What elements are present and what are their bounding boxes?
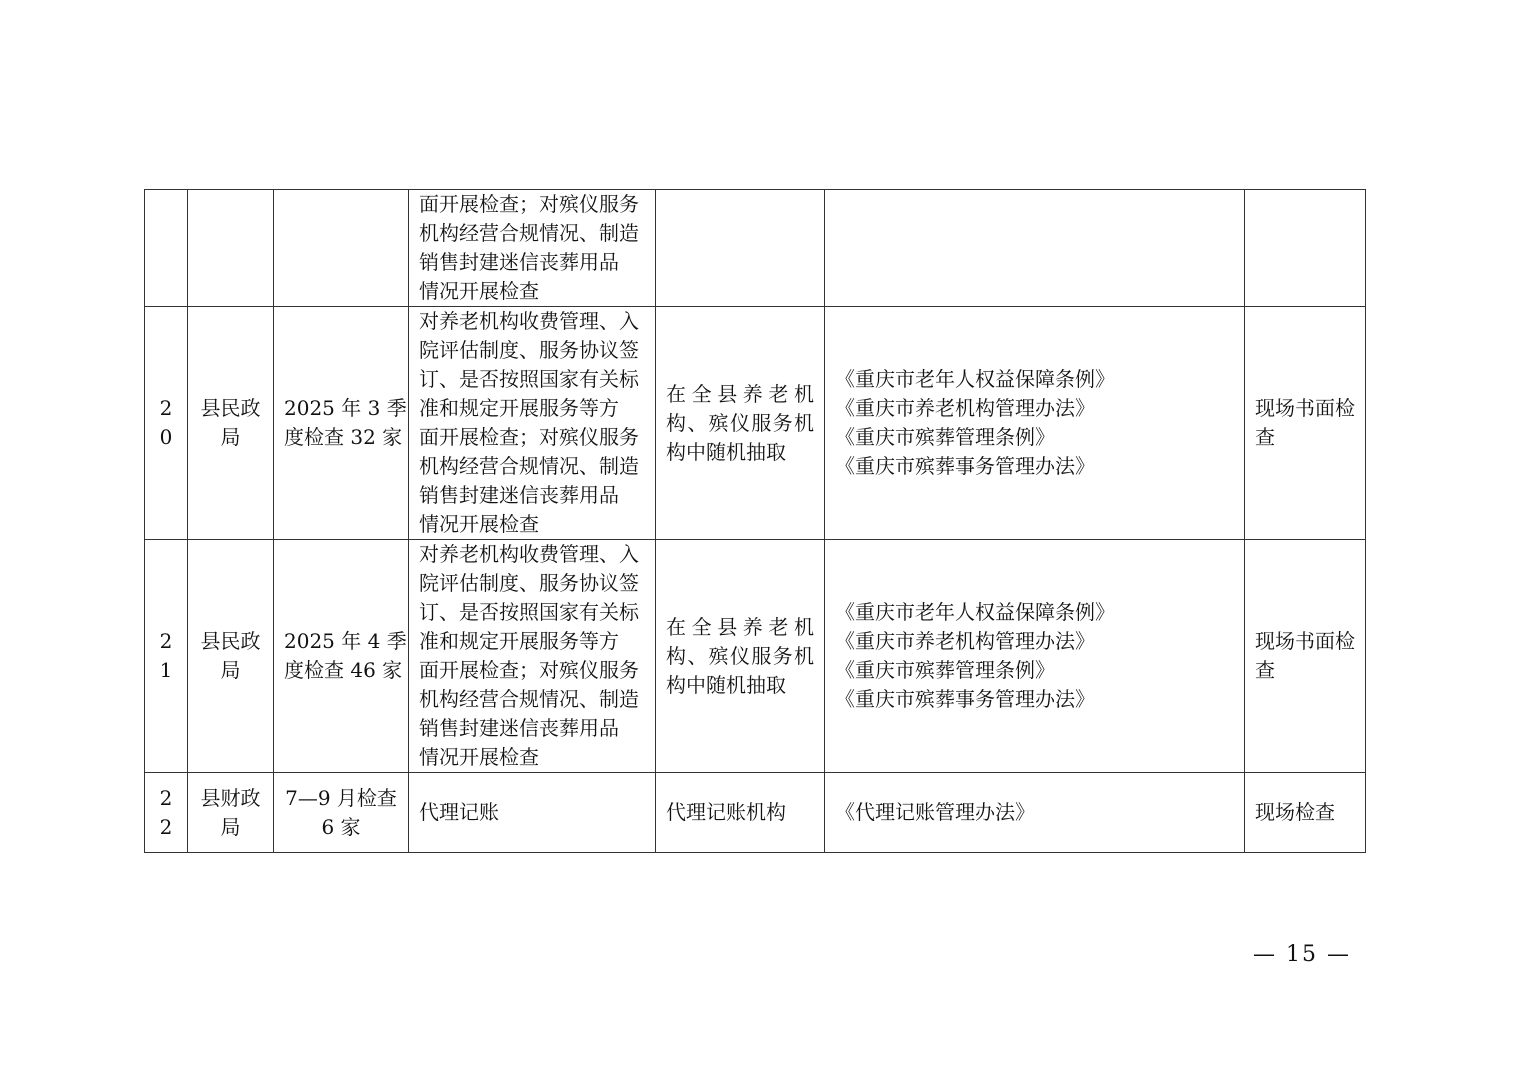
department-line: 局 <box>220 425 241 449</box>
department-cell <box>188 307 274 540</box>
page-number: — 15 — <box>1253 942 1351 967</box>
basis-cell <box>825 190 1245 307</box>
content-line: 订、是否按照国家有关标 <box>419 367 639 391</box>
basis-line: 《重庆市老年人权益保障条例》 <box>835 367 1115 391</box>
time-line: 2025 年 4 季 <box>284 629 407 653</box>
department-line: 局 <box>220 658 241 682</box>
table-row <box>145 540 1366 773</box>
basis-line: 《代理记账管理办法》 <box>835 800 1035 824</box>
table-row <box>145 773 1366 853</box>
content-cell <box>409 773 656 853</box>
method-cell: 现场书面检查 <box>1245 540 1366 773</box>
content-line: 订、是否按照国家有关标 <box>419 600 639 624</box>
content-line: 代理记账 <box>419 800 499 824</box>
basis-line: 《重庆市养老机构管理办法》 <box>835 396 1095 420</box>
row-number-cell <box>145 190 188 307</box>
basis-cell <box>825 307 1245 540</box>
content-line: 情况开展检查 <box>419 279 539 303</box>
time-line: 7—9 月检查 <box>285 785 397 810</box>
basis-line: 《重庆市老年人权益保障条例》 <box>835 600 1115 624</box>
row-number-cell: 21 <box>145 540 188 773</box>
time-cell <box>274 773 409 853</box>
basis-line: 《重庆市殡葬管理条例》 <box>835 658 1055 682</box>
basis-line: 《重庆市殡葬管理条例》 <box>835 425 1055 449</box>
table-row <box>145 307 1366 540</box>
content-line: 院评估制度、服务协议签 <box>419 338 639 362</box>
content-line: 院评估制度、服务协议签 <box>419 571 639 595</box>
content-line: 面开展检查；对殡仪服务 <box>419 192 639 216</box>
department-line: 县民政 <box>200 396 261 420</box>
content-line: 准和规定开展服务等方 <box>419 629 619 653</box>
scope-cell: 代理记账机构 <box>656 773 825 853</box>
department-cell <box>188 773 274 853</box>
row-number-cell: 20 <box>145 307 188 540</box>
content-cell <box>409 540 656 773</box>
inspection-plan-table <box>144 189 1366 853</box>
content-line: 情况开展检查 <box>419 512 539 536</box>
row-number-cell: 22 <box>145 773 188 853</box>
content-line: 机构经营合规情况、制造 <box>419 454 639 478</box>
scope-cell <box>656 190 825 307</box>
time-line: 6 家 <box>321 814 361 839</box>
content-line: 销售封建迷信丧葬用品 <box>419 483 619 507</box>
content-line: 情况开展检查 <box>419 745 539 769</box>
table-row <box>145 190 1366 307</box>
time-line: 2025 年 3 季 <box>284 396 407 420</box>
content-line: 机构经营合规情况、制造 <box>419 221 639 245</box>
time-line: 度检查 46 家 <box>284 658 403 682</box>
method-cell <box>1245 190 1366 307</box>
time-cell <box>274 307 409 540</box>
content-line: 销售封建迷信丧葬用品 <box>419 250 619 274</box>
method-cell: 现场书面检查 <box>1245 307 1366 540</box>
department-line: 县财政 <box>200 785 261 810</box>
department-line: 县民政 <box>200 629 261 653</box>
time-cell <box>274 190 409 307</box>
content-line: 准和规定开展服务等方 <box>419 396 619 420</box>
basis-cell <box>825 773 1245 853</box>
department-line: 局 <box>220 814 241 839</box>
scope-cell: 在全县养老机构、殡仪服务机构中随机抽取 <box>656 307 825 540</box>
method-cell: 现场检查 <box>1245 773 1366 853</box>
content-line: 对养老机构收费管理、入 <box>419 309 639 333</box>
time-line: 度检查 32 家 <box>284 425 403 449</box>
scope-cell: 在全县养老机构、殡仪服务机构中随机抽取 <box>656 540 825 773</box>
department-cell <box>188 540 274 773</box>
content-cell <box>409 190 656 307</box>
content-line: 面开展检查；对殡仪服务 <box>419 425 639 449</box>
content-line: 销售封建迷信丧葬用品 <box>419 716 619 740</box>
basis-line: 《重庆市殡葬事务管理办法》 <box>835 687 1095 711</box>
basis-line: 《重庆市养老机构管理办法》 <box>835 629 1095 653</box>
time-cell <box>274 540 409 773</box>
basis-cell <box>825 540 1245 773</box>
department-cell <box>188 190 274 307</box>
content-cell <box>409 307 656 540</box>
content-line: 对养老机构收费管理、入 <box>419 542 639 566</box>
content-line: 面开展检查；对殡仪服务 <box>419 658 639 682</box>
content-line: 机构经营合规情况、制造 <box>419 687 639 711</box>
basis-line: 《重庆市殡葬事务管理办法》 <box>835 454 1095 478</box>
